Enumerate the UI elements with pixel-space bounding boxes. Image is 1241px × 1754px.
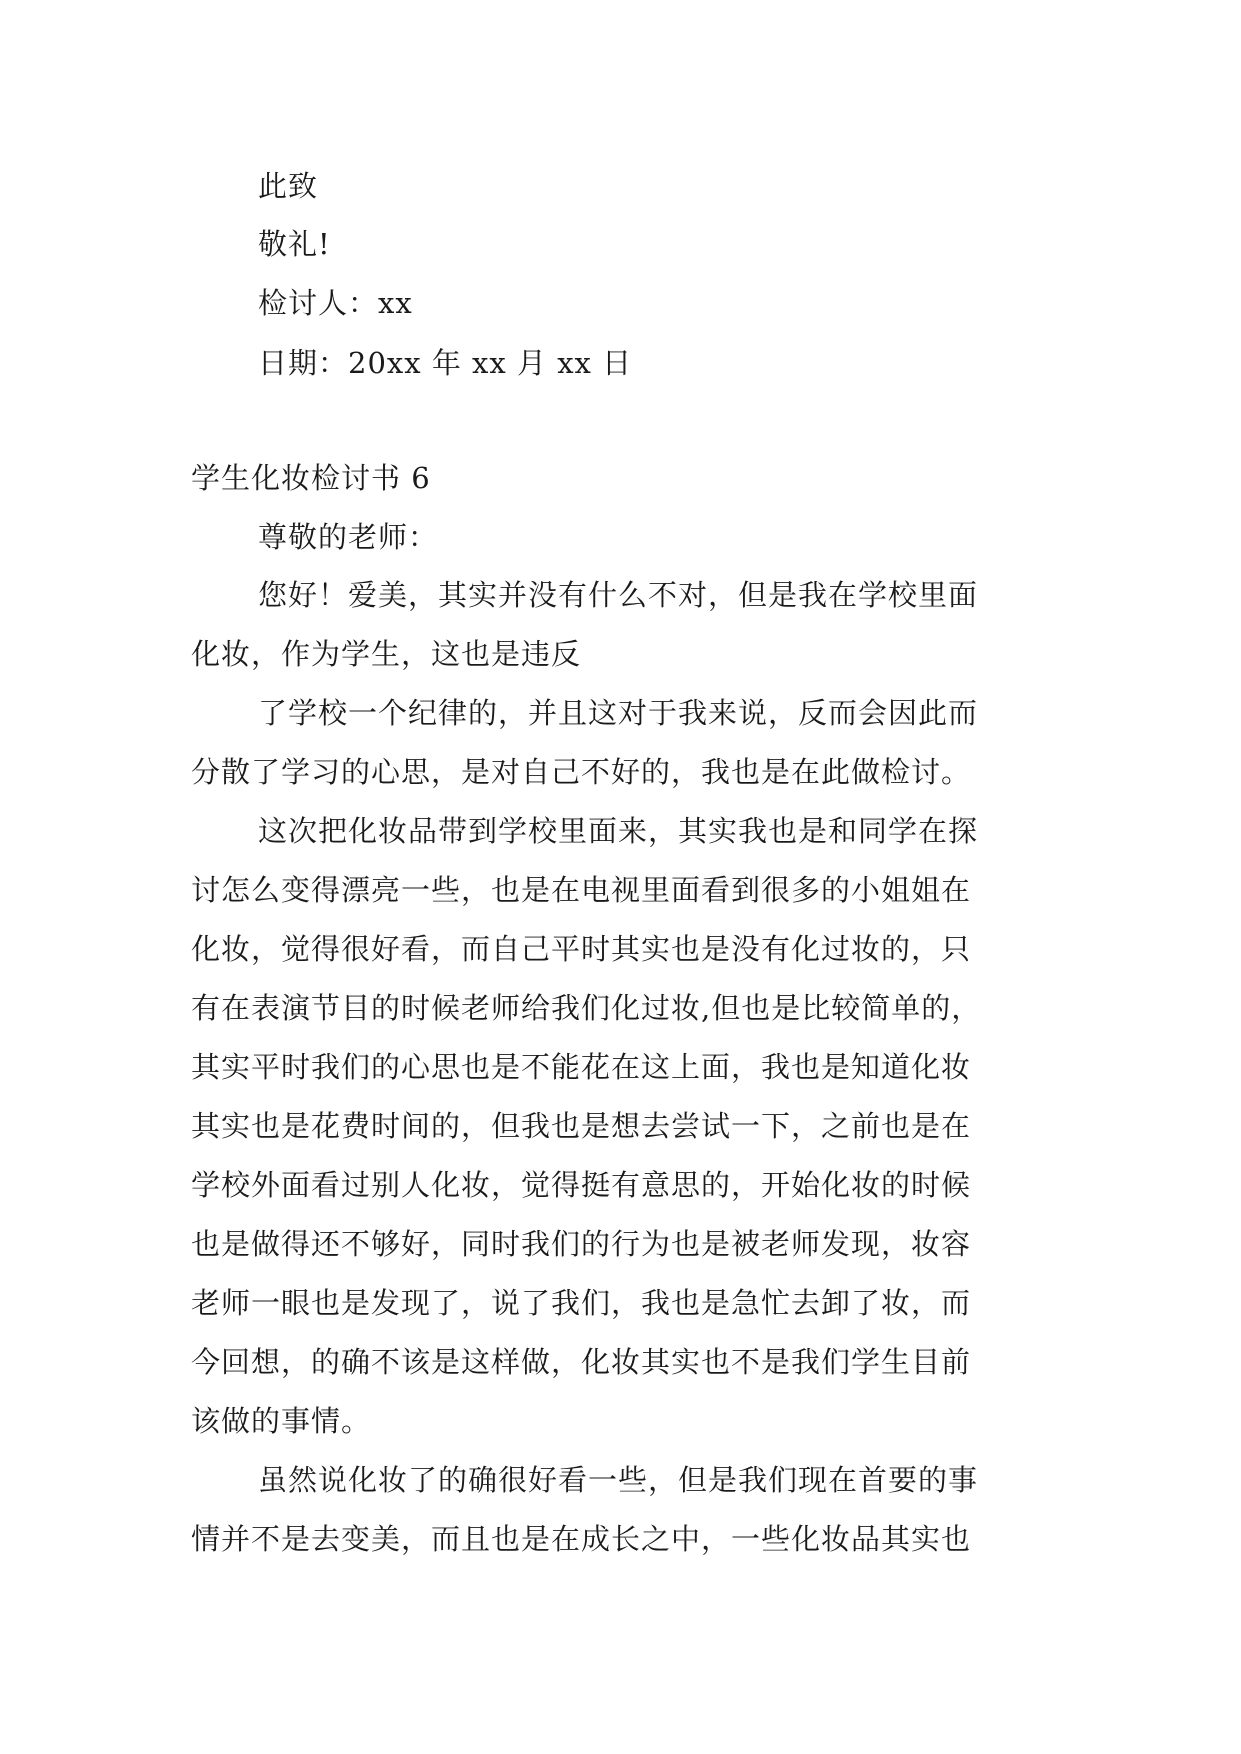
paragraph-line: 虽然说化妆了的确很好看一些，但是我们现在首要的事 [258, 1463, 979, 1497]
paragraph-line: 您好！爱美，其实并没有什么不对，但是我在学校里面 [258, 578, 979, 612]
paragraph-line: 老师一眼也是发现了，说了我们，我也是急忙去卸了妆，而 [191, 1286, 972, 1320]
paragraph-line: 这次把化妆品带到学校里面来，其实我也是和同学在探 [258, 814, 979, 848]
paragraph-line: 情并不是去变美，而且也是在成长之中，一些化妆品其实也 [191, 1522, 972, 1556]
paragraph-line: 其实平时我们的心思也是不能花在这上面，我也是知道化妆 [191, 1050, 972, 1084]
paragraph-line: 讨怎么变得漂亮一些，也是在电视里面看到很多的小姐姐在 [191, 873, 972, 907]
paragraph-line: 其实也是花费时间的，但我也是想去尝试一下，之前也是在 [191, 1109, 972, 1143]
paragraph-line: 化妆，觉得很好看，而自己平时其实也是没有化过妆的，只 [191, 932, 972, 966]
salutation: 尊敬的老师： [258, 520, 439, 554]
paragraph-line: 分散了学习的心思，是对自己不好的，我也是在此做检讨。 [191, 755, 972, 789]
closing-line: 敬礼! [258, 227, 331, 261]
paragraph-line: 了学校一个纪律的，并且这对于我来说，反而会因此而 [258, 696, 979, 730]
paragraph-line: 化妆，作为学生，这也是违反 [191, 637, 582, 671]
closing-line: 此致 [258, 169, 319, 203]
paragraph-line: 今回想，的确不该是这样做，化妆其实也不是我们学生目前 [191, 1345, 972, 1379]
paragraph-line: 学校外面看过别人化妆，觉得挺有意思的，开始化妆的时候 [191, 1168, 972, 1202]
paragraph-line: 也是做得还不够好，同时我们的行为也是被老师发现，妆容 [191, 1227, 972, 1261]
document-title: 学生化妆检讨书 6 [191, 461, 431, 495]
paragraph-line: 该做的事情。 [191, 1404, 372, 1438]
date-line: 日期：20xx 年 xx 月 xx 日 [258, 346, 633, 380]
paragraph-line: 有在表演节目的时候老师给我们化过妆,但也是比较简单的， [191, 991, 982, 1025]
signature-line: 检讨人：xx [258, 286, 413, 320]
